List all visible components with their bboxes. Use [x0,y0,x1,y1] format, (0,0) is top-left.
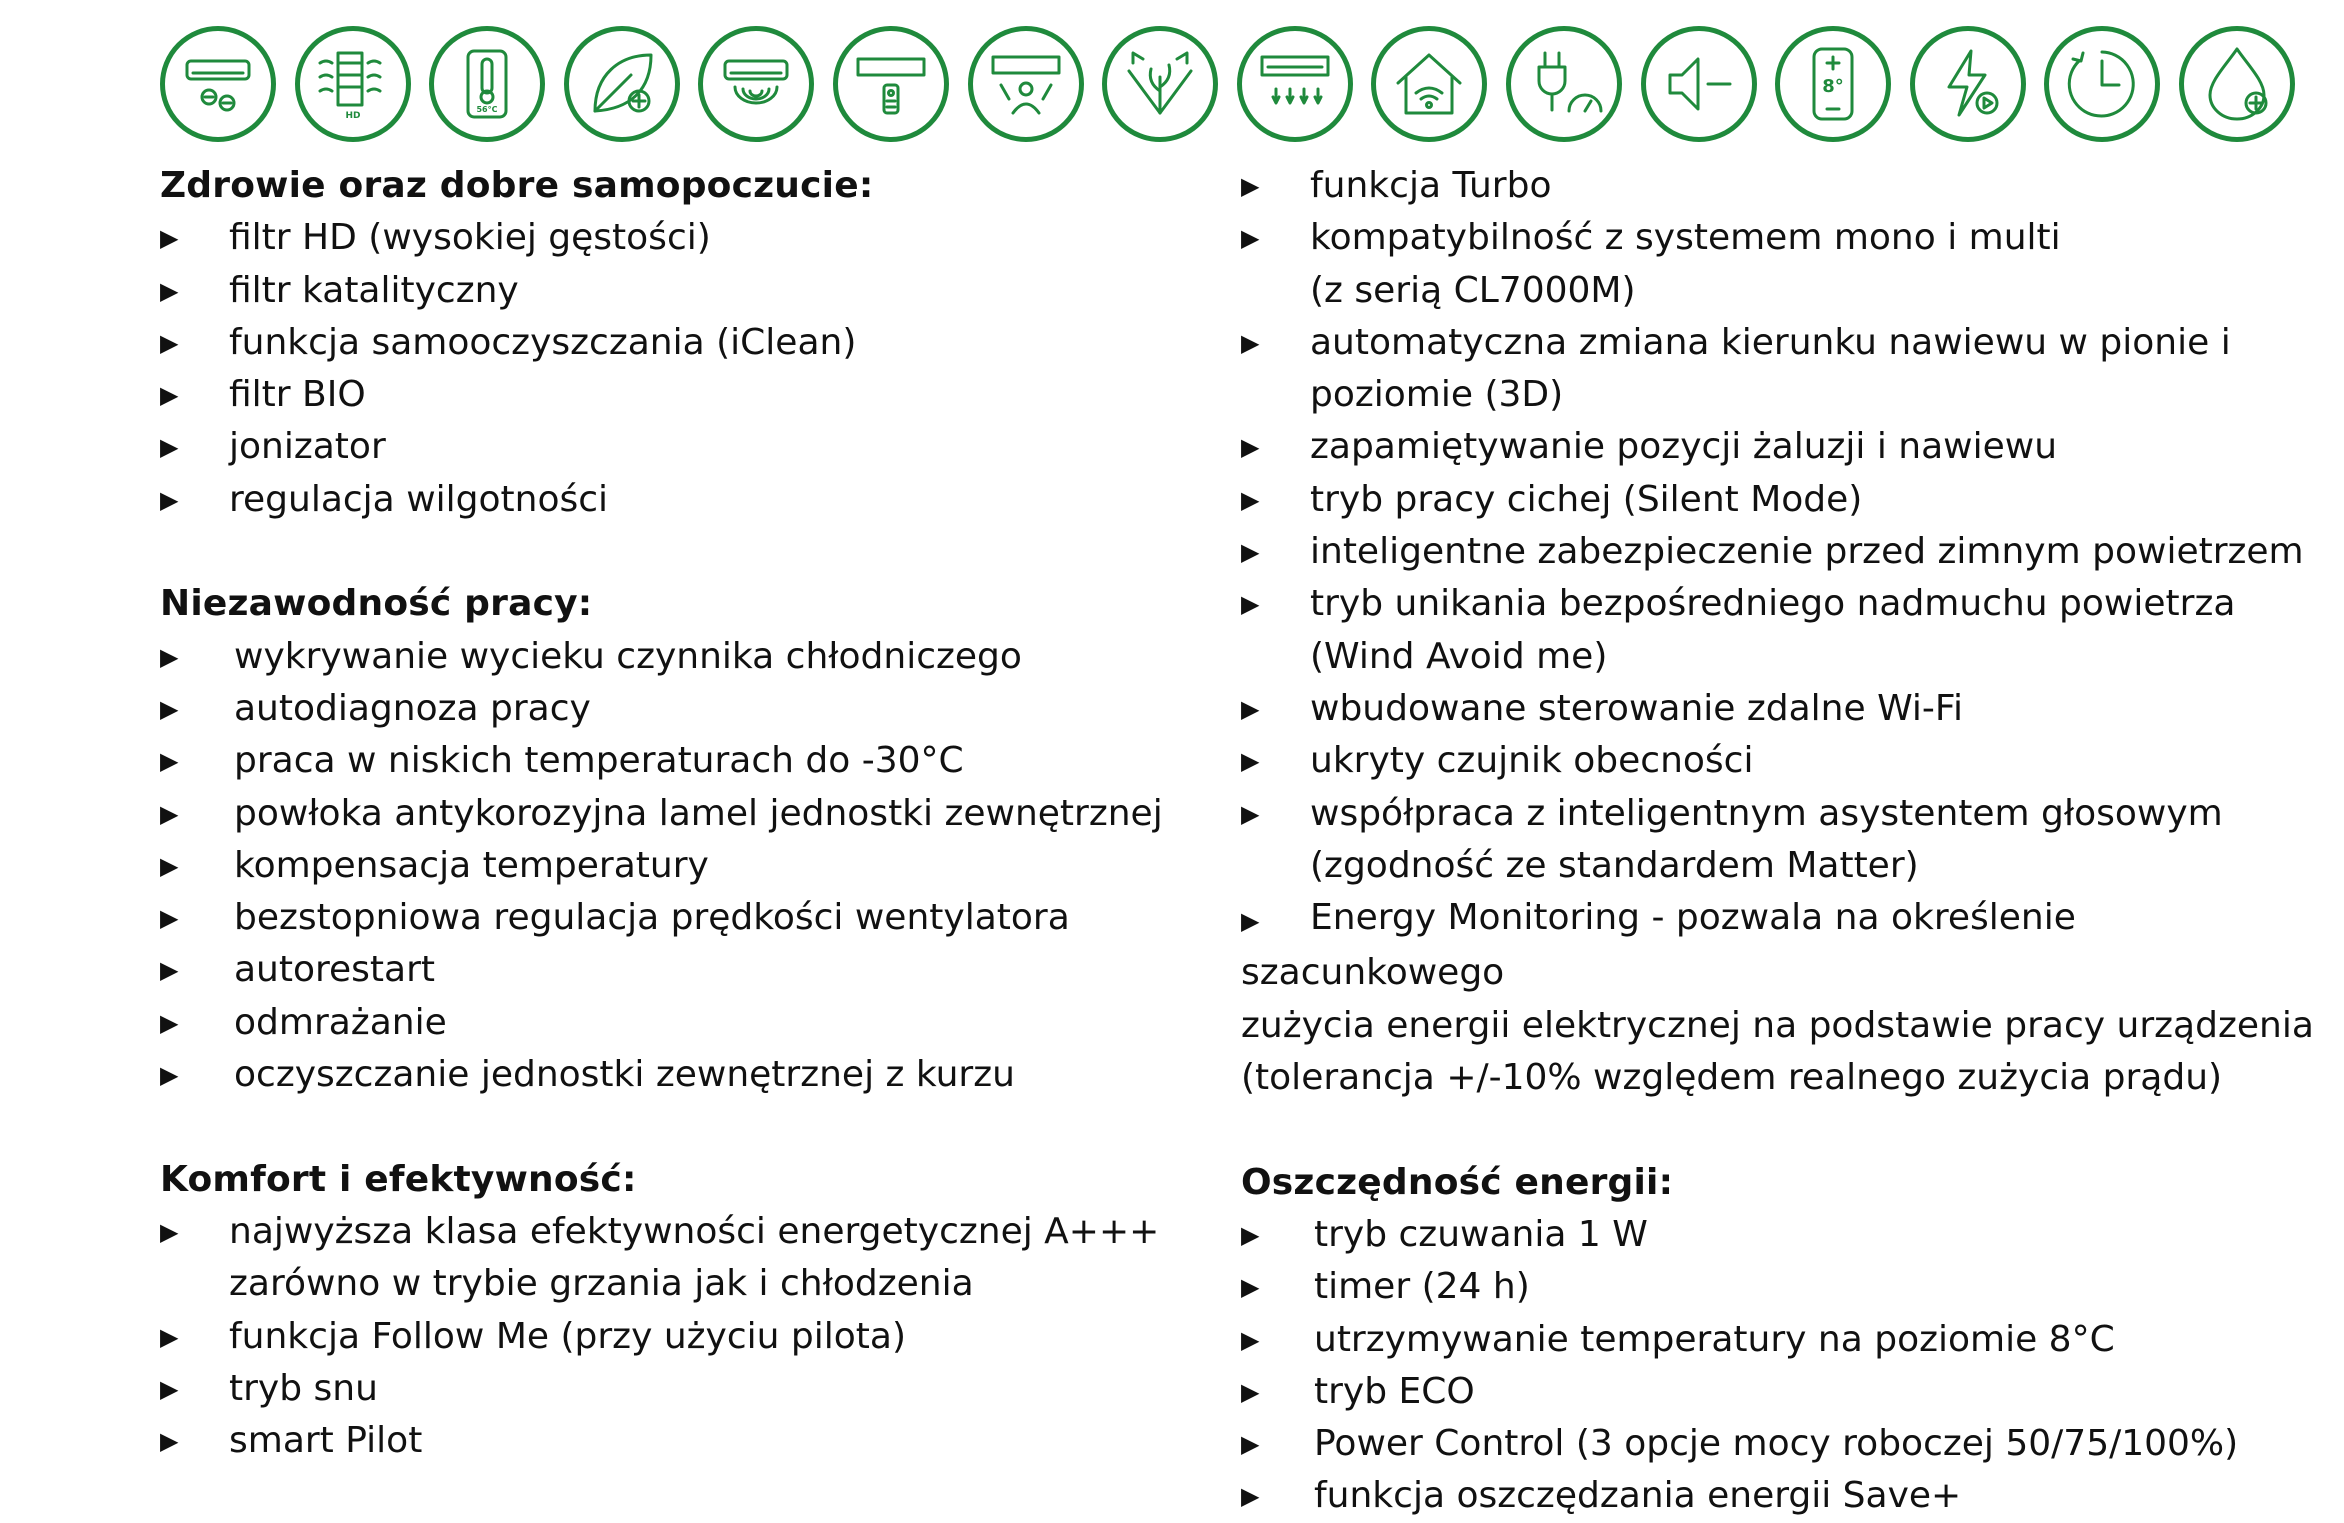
list-item-text: zarówno w trybie grzania jak i chłodzenia [229,1263,974,1305]
bullet-icon: ▶ [160,224,179,253]
list-item-text: (z serią CL7000M) [1310,269,1636,311]
list-item-text: regulacja wilgotności [229,478,609,520]
list-item-text: Power Control (3 opcje mocy roboczej 50/75/100%) [1314,1423,2239,1465]
bullet-icon: ▶ [1241,485,1260,514]
heading-saving: Oszczędność energii: [1241,1161,1674,1203]
spacer [160,526,1200,578]
drop-plus-icon [2179,26,2295,142]
list-item-text: współpraca z inteligentnym asystentem głosowym [1310,792,2223,834]
leaf-plus-icon [564,26,680,142]
list-item-text: kompatybilność z systemem mono i multi [1310,217,2061,259]
heading-comfort: Komfort i efektywność: [160,1158,637,1200]
bullet-icon: ▶ [1241,538,1260,567]
plug-gauge-icon [1506,26,1622,142]
list-item-text: tryb czuwania 1 W [1314,1213,1648,1255]
list-item [160,1049,1200,1101]
list-item [1241,212,2331,317]
right-column [1241,160,2331,1523]
list-item [160,369,1200,421]
list-item-text: (Wind Avoid me) [1310,635,1608,677]
feature-icon-row [160,24,2310,152]
list-item [160,683,1200,735]
bullet-icon: ▶ [1241,328,1260,357]
list-item-text: jonizator [229,426,386,468]
list-item [160,265,1200,317]
clock-timer-icon [2044,26,2160,142]
list-comfort [160,1206,1200,1467]
bullet-icon: ▶ [1241,1377,1260,1406]
energy-monitoring-line-1: Energy Monitoring - pozwala na określenie szacunkowego [1241,897,2076,994]
list-item [1241,1314,2331,1366]
list-item [160,1363,1200,1415]
list-item-text: funkcja Follow Me (przy użyciu pilota) [229,1315,906,1357]
list-item-text: timer (24 h) [1314,1266,1530,1308]
wall-unit-cooling-icon [160,26,276,142]
list-item [160,421,1200,473]
list-item-text: filtr BIO [229,374,366,416]
bullet-icon: ▶ [160,642,179,671]
list-item-text: funkcja samooczyszczania (iClean) [229,321,857,363]
list-item-text: funkcja oszczędzania energii Save+ [1314,1475,1962,1517]
bullet-icon: ▶ [1241,1220,1260,1249]
list-item-text: inteligentne zabezpieczenie przed zimnym powietrzem [1310,531,2304,573]
bullet-icon: ▶ [1241,172,1260,200]
spacer [1241,1104,2331,1156]
energy-monitoring-line-3: (tolerancja +/-10% względem realnego zużycia prądu) [1241,1057,2223,1099]
icon-label: HD [345,111,361,121]
wall-unit-drops-icon [1237,26,1353,142]
bullet-icon: ▶ [160,694,179,723]
list-item [1241,1470,2331,1522]
list-item-text: tryb snu [229,1367,378,1409]
list-item [1241,526,2331,578]
list-item-text: autodiagnoza pracy [234,687,591,729]
bullet-icon: ▶ [160,485,179,514]
list-item [160,1311,1200,1363]
spacer [160,1101,1200,1153]
list-item-text: poziomie (3D) [1310,374,1564,416]
bullet-icon: ▶ [1241,747,1260,776]
remote-8-degrees-icon [1775,26,1891,142]
energy-monitoring-line-2: zużycia energii elektrycznej na podstawie pracy urządzenia [1241,1004,2314,1046]
list-item [160,474,1200,526]
bullet-icon: ▶ [1241,1482,1260,1511]
bullet-icon: ▶ [1241,907,1260,936]
bullet-icon: ▶ [160,799,179,828]
speaker-minus-icon [1641,26,1757,142]
list-item-text: ukryty czujnik obecności [1310,740,1754,782]
bullet-icon: ▶ [160,904,179,933]
bullet-icon: ▶ [1241,590,1260,619]
list-saving [1241,1209,2331,1523]
list-item [160,997,1200,1049]
list-item-text: wbudowane sterowanie zdalne Wi-Fi [1310,687,1963,729]
list-item [1241,421,2331,473]
list-item-text: powłoka antykorozyjna lamel jednostki zewnętrznej [234,792,1163,834]
list-item-text: utrzymywanie temperatury na poziomie 8°C [1314,1318,2115,1360]
list-item [1241,1261,2331,1313]
list-item [1241,474,2331,526]
list-item-text: smart Pilot [229,1420,423,1462]
home-wifi-icon [1371,26,1487,142]
bullet-icon: ▶ [160,328,179,357]
list-item-text: bezstopniowa regulacja prędkości wentylatora [234,897,1070,939]
list-item [1241,1209,2331,1261]
wall-unit-airflow-icon [698,26,814,142]
list-item [1241,735,2331,787]
bullet-icon: ▶ [160,1322,179,1351]
list-item [1241,317,2331,422]
list-item [1241,578,2331,683]
wall-unit-remote-icon [833,26,949,142]
bullet-icon: ▶ [160,1217,179,1246]
list-item-text: tryb ECO [1314,1370,1475,1412]
list-item-text: automatyczna zmiana kierunku nawiewu w pionie i [1310,321,2231,363]
list-item-text: zapamiętywanie pozycji żaluzji i nawiewu [1310,426,2058,468]
bullet-icon: ▶ [160,1374,179,1403]
list-item [1241,160,2331,212]
bullet-icon: ▶ [160,381,179,410]
bullet-icon: ▶ [1241,1273,1260,1302]
hd-filter-icon [295,26,411,142]
list-item-text: oczyszczanie jednostki zewnętrznej z kurzu [234,1054,1015,1096]
list-item [160,735,1200,787]
bullet-icon: ▶ [160,851,179,880]
left-column [160,160,1200,1467]
list-item-text: autorestart [234,949,436,991]
list-item-text: tryb pracy cichej (Silent Mode) [1310,478,1863,520]
list-item [160,1415,1200,1467]
bullet-icon: ▶ [160,276,179,305]
wall-unit-person-icon [968,26,1084,142]
bullet-icon: ▶ [160,747,179,776]
bullet-icon: ▶ [1241,433,1260,462]
list-item [1241,683,2331,735]
list-reliability [160,631,1200,1102]
lightning-play-icon [1910,26,2026,142]
list-item-text: filtr HD (wysokiej gęstości) [229,217,711,259]
list-item [1241,1366,2331,1418]
plant-arrows-icon [1102,26,1218,142]
list-item-text: tryb unikania bezpośredniego nadmuchu powietrza [1310,583,2236,625]
heading-health: Zdrowie oraz dobre samopoczucie: [160,165,874,206]
list-item-text: praca w niskich temperaturach do -30°C [234,740,964,782]
energy-monitoring-paragraph [1241,892,2341,1104]
bullet-icon: ▶ [160,1061,179,1090]
list-item-text: odmrażanie [234,1001,447,1043]
list-item-text: filtr katalityczny [229,269,519,311]
bullet-icon: ▶ [1241,1325,1260,1354]
list-item [160,317,1200,369]
list-item-text: najwyższa klasa efektywności energetycznej A+++ [229,1210,1160,1252]
bullet-icon: ▶ [160,433,179,462]
heading-reliability: Niezawodność pracy: [160,583,593,625]
bullet-icon: ▶ [1241,799,1260,828]
list-item [160,1206,1200,1311]
list-features [1241,160,2331,892]
thermometer-56c-icon [429,26,545,142]
list-item-text: kompensacja temperatury [234,844,709,886]
list-item [160,944,1200,996]
list-item [160,788,1200,840]
list-item [160,892,1200,944]
bullet-icon: ▶ [1241,1430,1260,1459]
list-item [160,840,1200,892]
bullet-icon: ▶ [160,956,179,985]
icon-label: 56°C [476,105,498,114]
list-item-text: (zgodność ze standardem Matter) [1310,844,1919,886]
bullet-icon: ▶ [160,1427,179,1456]
list-item-text: funkcja Turbo [1310,165,1552,206]
list-health [160,212,1200,526]
list-item-text: wykrywanie wycieku czynnika chłodniczego [234,635,1022,677]
bullet-icon: ▶ [1241,694,1260,723]
bullet-icon: ▶ [1241,224,1260,253]
list-item [160,631,1200,683]
bullet-icon: ▶ [160,1008,179,1037]
list-item [160,212,1200,264]
list-item [1241,1418,2331,1470]
list-item [1241,788,2331,893]
icon-label: 8° [1822,76,1844,97]
